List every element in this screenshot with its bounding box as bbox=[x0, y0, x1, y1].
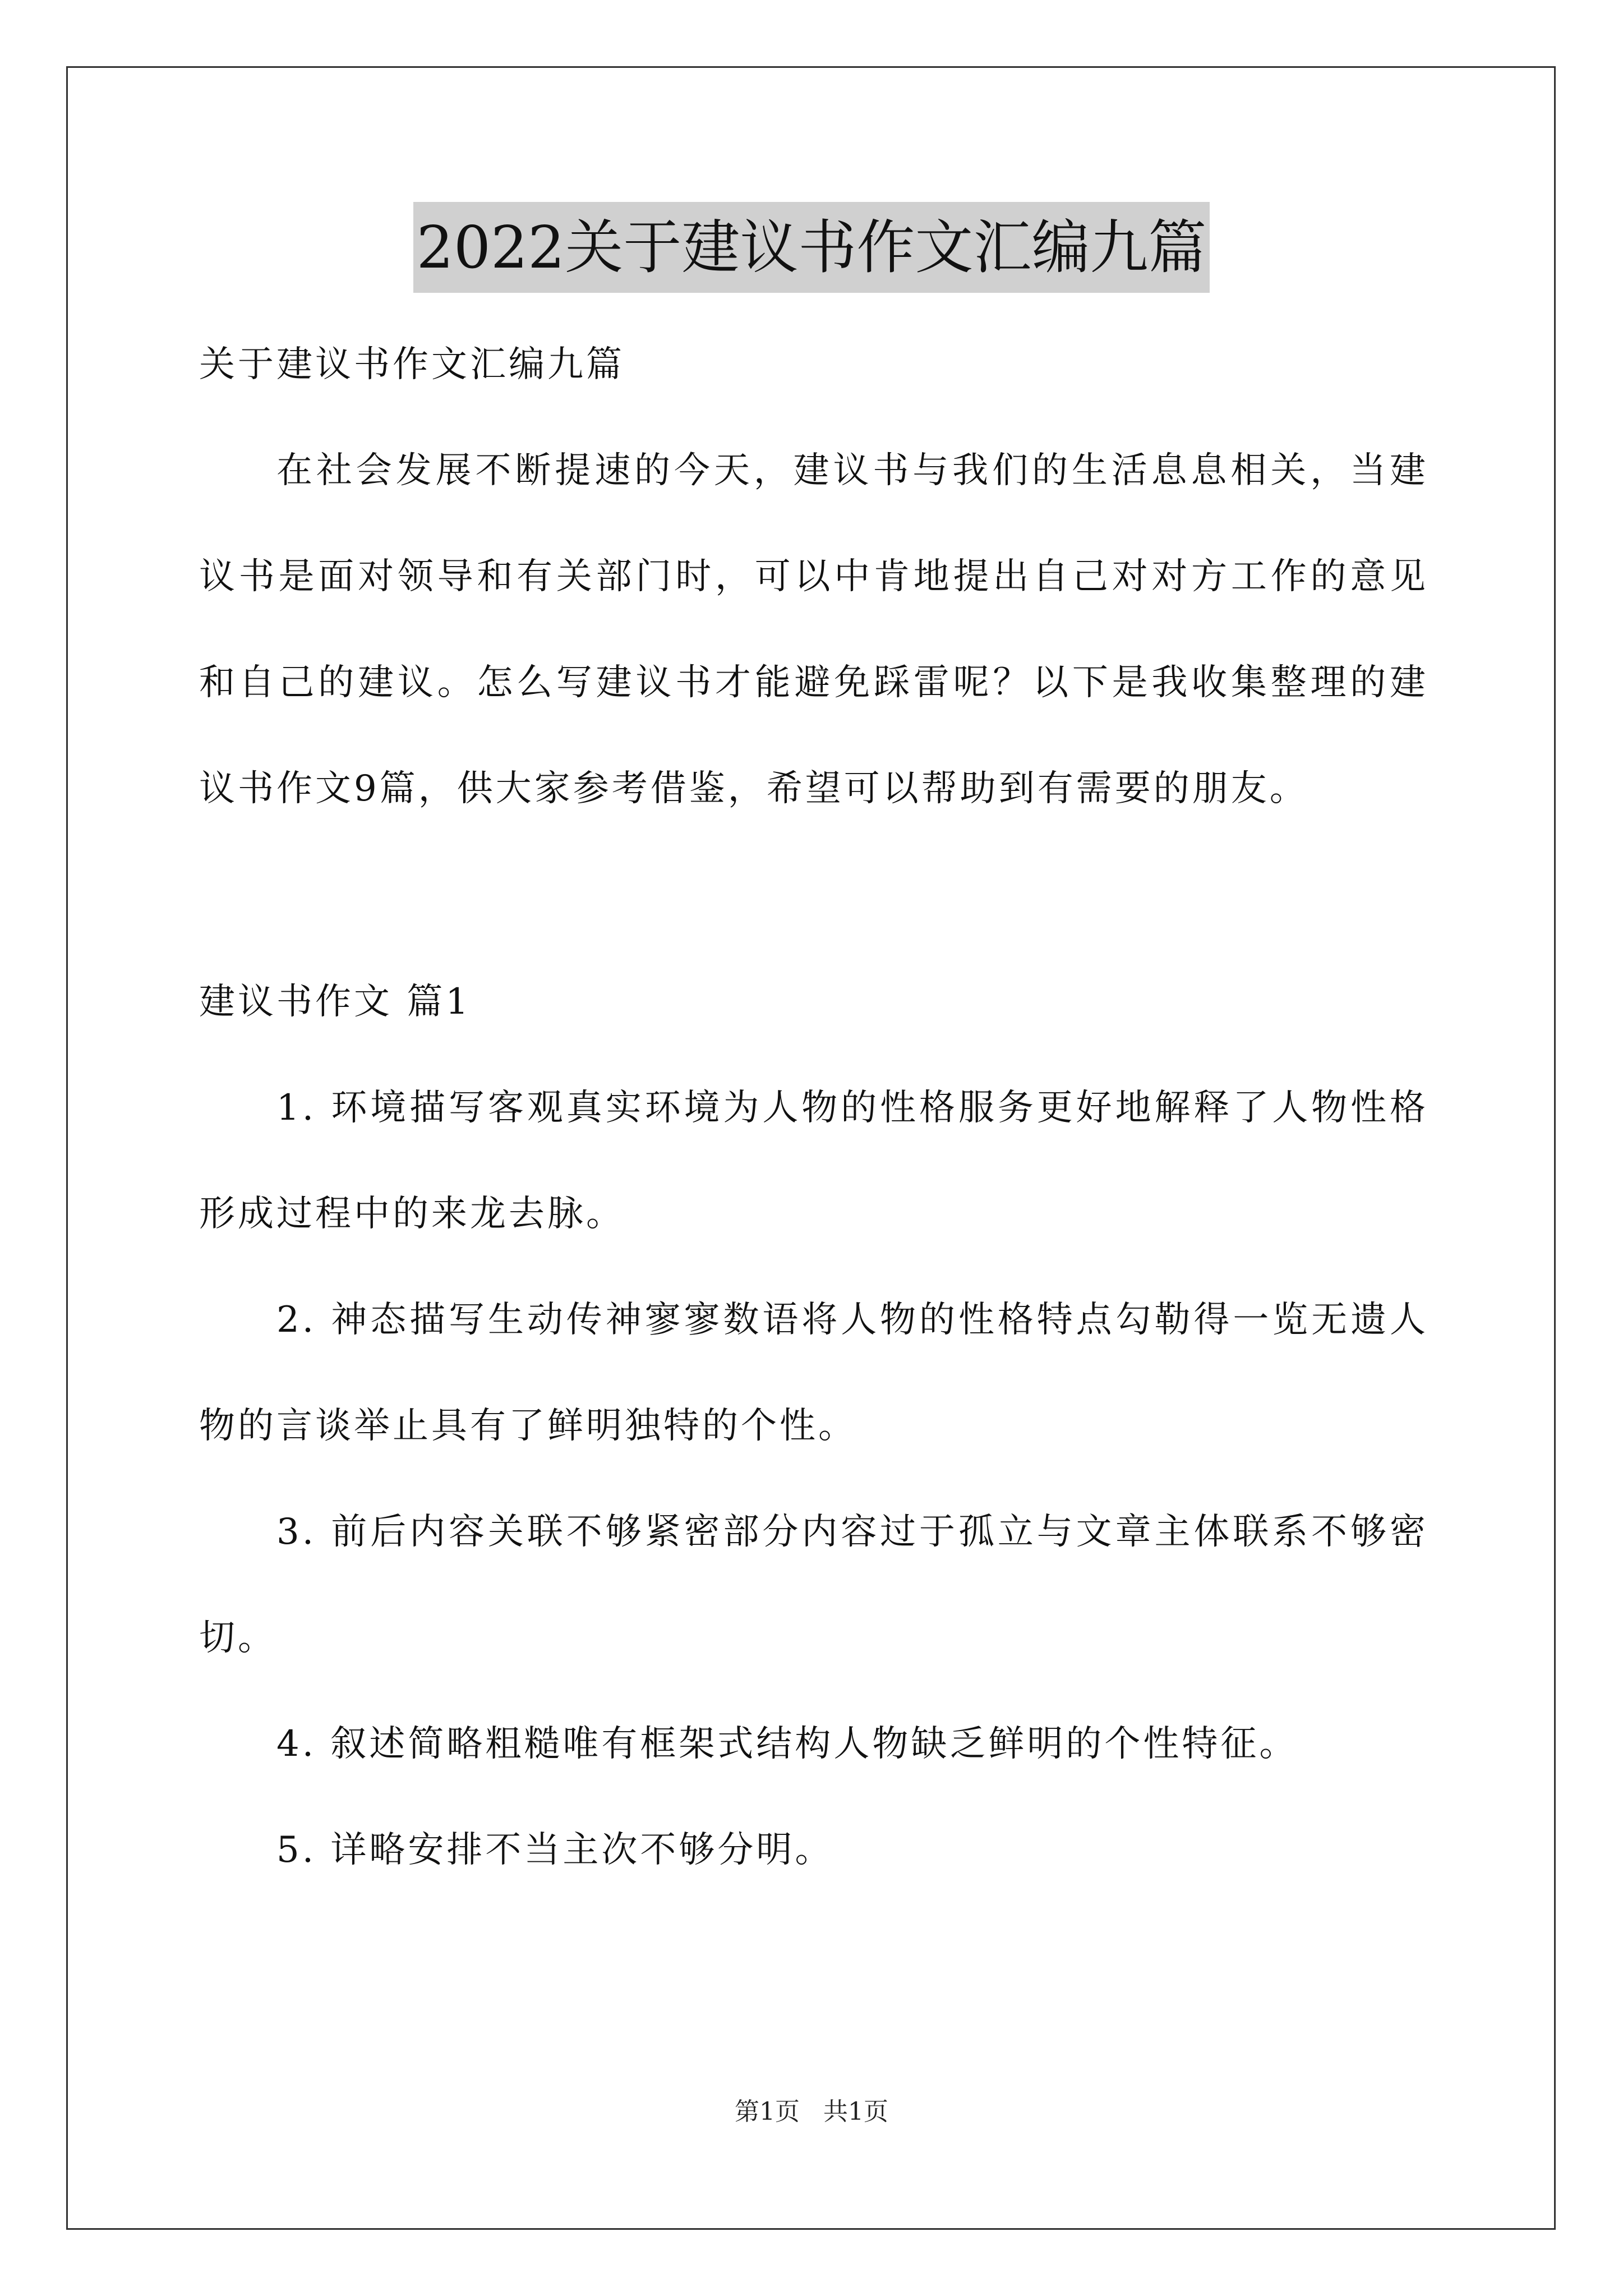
intro-paragraph: 在社会发展不断提速的今天，建议书与我们的生活息息相关，当建议书是面对领导和有关部门时，可以中肯地提出自己对对方工作的意见和自己的建议。怎么写建议书才能避免踩雷呢？以下是我收集整理的建议书作文9篇，供大家参考借鉴，希望可以帮助到有需要的朋友。 bbox=[199, 450, 1428, 809]
document-subtitle: 关于建议书作文汇编九篇 bbox=[199, 344, 625, 385]
page-number-current: 第1页 bbox=[735, 2097, 800, 2126]
section-heading: 建议书作文 篇1 bbox=[199, 981, 472, 1023]
list-item-4: 4. 叙述简略粗糙唯有框架式结构人物缺乏鲜明的个性特征。 bbox=[276, 1723, 1298, 1765]
document-title bbox=[0, 202, 1623, 293]
list-item-3: 3. 前后内容关联不够紧密部分内容过于孤立与文章主体联系不够密切。 bbox=[199, 1511, 1428, 1659]
page-footer bbox=[0, 2095, 1623, 2129]
list-item-1: 1. 环境描写客观真实环境为人物的性格服务更好地解释了人物性格形成过程中的来龙去脉。 bbox=[199, 1087, 1428, 1235]
page-number-total: 共1页 bbox=[823, 2097, 888, 2126]
list-item-2: 2. 神态描写生动传神寥寥数语将人物的性格特点勾勒得一览无遗人物的言谈举止具有了鲜明独特的个性。 bbox=[199, 1299, 1428, 1447]
document-title-text: 2022关于建议书作文汇编九篇 bbox=[413, 202, 1210, 293]
list-item-5: 5. 详略安排不当主次不够分明。 bbox=[276, 1829, 834, 1871]
document-body bbox=[199, 311, 1428, 1903]
